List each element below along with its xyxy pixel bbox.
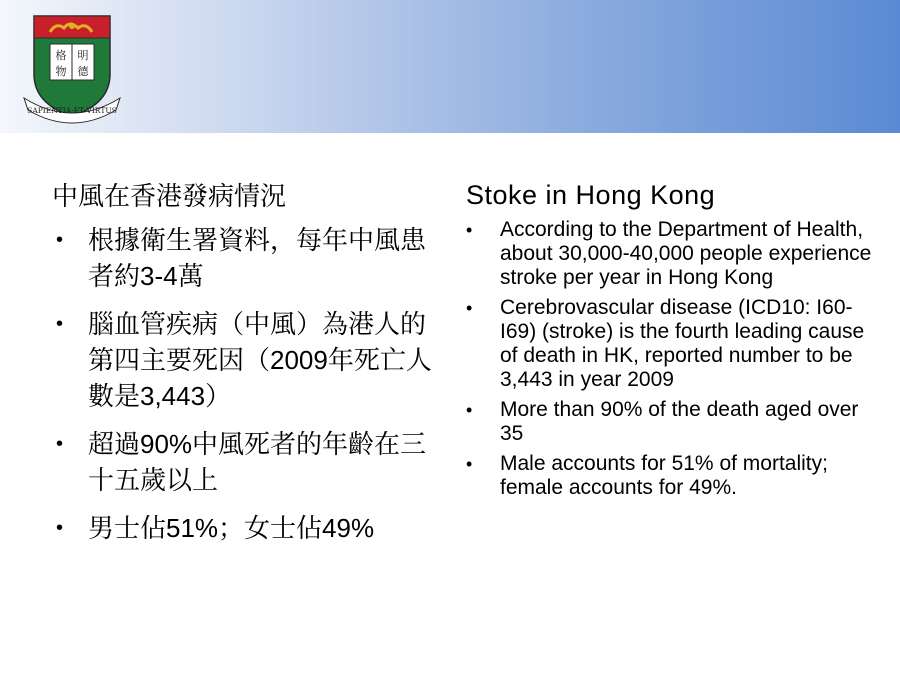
left-bullet-1: 根據衛生署資料，每年中風患者約3-4萬 — [88, 225, 427, 291]
english-bullet-list — [466, 218, 876, 500]
list-item — [466, 218, 876, 290]
header-band — [0, 0, 900, 133]
crest-char-1: 格 — [55, 49, 67, 62]
list-item — [52, 510, 442, 546]
list-item — [466, 398, 876, 446]
bullet-icon: • — [466, 220, 473, 240]
list-item — [52, 222, 442, 294]
list-item — [466, 452, 876, 500]
crest-char-4: 德 — [77, 65, 89, 78]
right-bullet-4: Male accounts for 51% of mortality; female accounts for 49%. — [500, 452, 828, 499]
left-bullet-4: 男士佔51%；女士佔49% — [88, 513, 375, 543]
chinese-column — [52, 178, 442, 558]
list-item — [52, 426, 442, 498]
bullet-icon: • — [56, 229, 64, 251]
bullet-icon: • — [56, 313, 64, 335]
crest-char-3: 物 — [55, 65, 67, 78]
crest-motto: SAPIENTIA·ET·VIRTUS — [27, 106, 117, 115]
bullet-icon: • — [56, 433, 64, 455]
university-crest-icon — [20, 12, 124, 124]
right-bullet-2: Cerebrovascular disease (ICD10: I60-I69) (stroke) is the fourth leading cause of death in HK, reported number to be 3,443 in year 2009 — [500, 296, 865, 391]
crest-char-2: 明 — [77, 49, 89, 62]
chinese-bullet-list — [52, 222, 442, 546]
right-bullet-3: More than 90% of the death aged over 35 — [500, 398, 859, 445]
bullet-icon: • — [466, 298, 473, 318]
right-bullet-1: According to the Department of Health, about 30,000-40,000 people experience stroke per year in Hong Kong — [500, 218, 872, 289]
right-heading: Stoke in Hong Kong — [466, 180, 716, 210]
english-column — [466, 178, 876, 506]
bullet-icon: • — [466, 400, 473, 420]
list-item — [52, 306, 442, 414]
list-item — [466, 296, 876, 392]
left-heading: 中風在香港發病情況 — [52, 181, 287, 211]
left-bullet-2: 腦血管疾病（中風）為港人的第四主要死因（2009年死亡人數是3,443） — [88, 309, 432, 411]
bullet-icon: • — [56, 517, 64, 539]
bullet-icon: • — [466, 454, 473, 474]
left-bullet-3: 超過90%中風死者的年齡在三十五歲以上 — [88, 429, 427, 495]
